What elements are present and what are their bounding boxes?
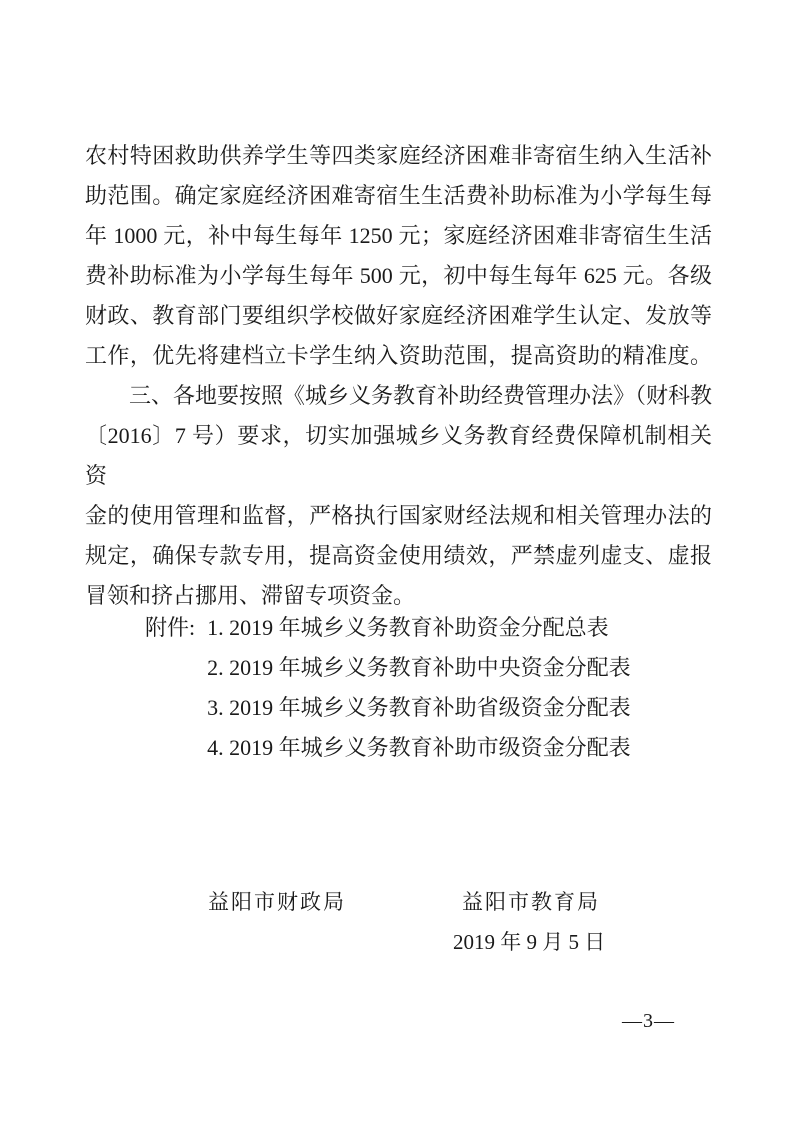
document-date: 2019 年 9 月 5 日 <box>453 930 606 954</box>
body-line: 〔2016〕7 号）要求，切实加强城乡义务教育经费保障机制相关资 <box>85 423 712 488</box>
body-line: 规定，确保专款专用，提高资金使用绩效，严禁虚列虚支、虚报 <box>85 543 712 568</box>
attachment-item: 2. 2019 年城乡义务教育补助中央资金分配表 <box>207 655 631 680</box>
body-line: 财政、教育部门要组织学校做好家庭经济困难学生认定、发放等 <box>85 303 712 328</box>
body-line: 农村特困救助供养学生等四类家庭经济困难非寄宿生纳入生活补 <box>85 143 712 168</box>
body-line: 年 1000 元，补中每生每年 1250 元；家庭经济困难非寄宿生生活 <box>85 223 712 248</box>
attachment-item: 1. 2019 年城乡义务教育补助资金分配总表 <box>207 615 609 640</box>
body-line: 冒领和挤占挪用、滞留专项资金。 <box>85 583 416 608</box>
body-line: 三、各地要按照《城乡义务教育补助经费管理办法》（财科教 <box>85 383 713 408</box>
attachment-item: 3. 2019 年城乡义务教育补助省级资金分配表 <box>207 695 631 720</box>
signature-education-bureau: 益阳市教育局 <box>462 890 600 914</box>
attachments-label: 附件: <box>145 615 196 640</box>
body-text <box>85 136 712 616</box>
body-line: 工作，优先将建档立卡学生纳入资助范围，提高资助的精准度。 <box>85 343 712 368</box>
body-line: 助范围。确定家庭经济困难寄宿生生活费补助标准为小学每生每 <box>85 183 712 208</box>
attachment-list <box>207 608 631 768</box>
attachment-item: 4. 2019 年城乡义务教育补助市级资金分配表 <box>207 735 631 760</box>
body-line: 费补助标准为小学每生每年 500 元，初中每生每年 625 元。各级 <box>85 263 712 288</box>
page-number: —3— <box>622 1010 675 1032</box>
signature-finance-bureau: 益阳市财政局 <box>208 890 346 914</box>
attachments-section <box>145 608 631 768</box>
body-line: 金的使用管理和监督，严格执行国家财经法规和相关管理办法的 <box>85 503 712 528</box>
